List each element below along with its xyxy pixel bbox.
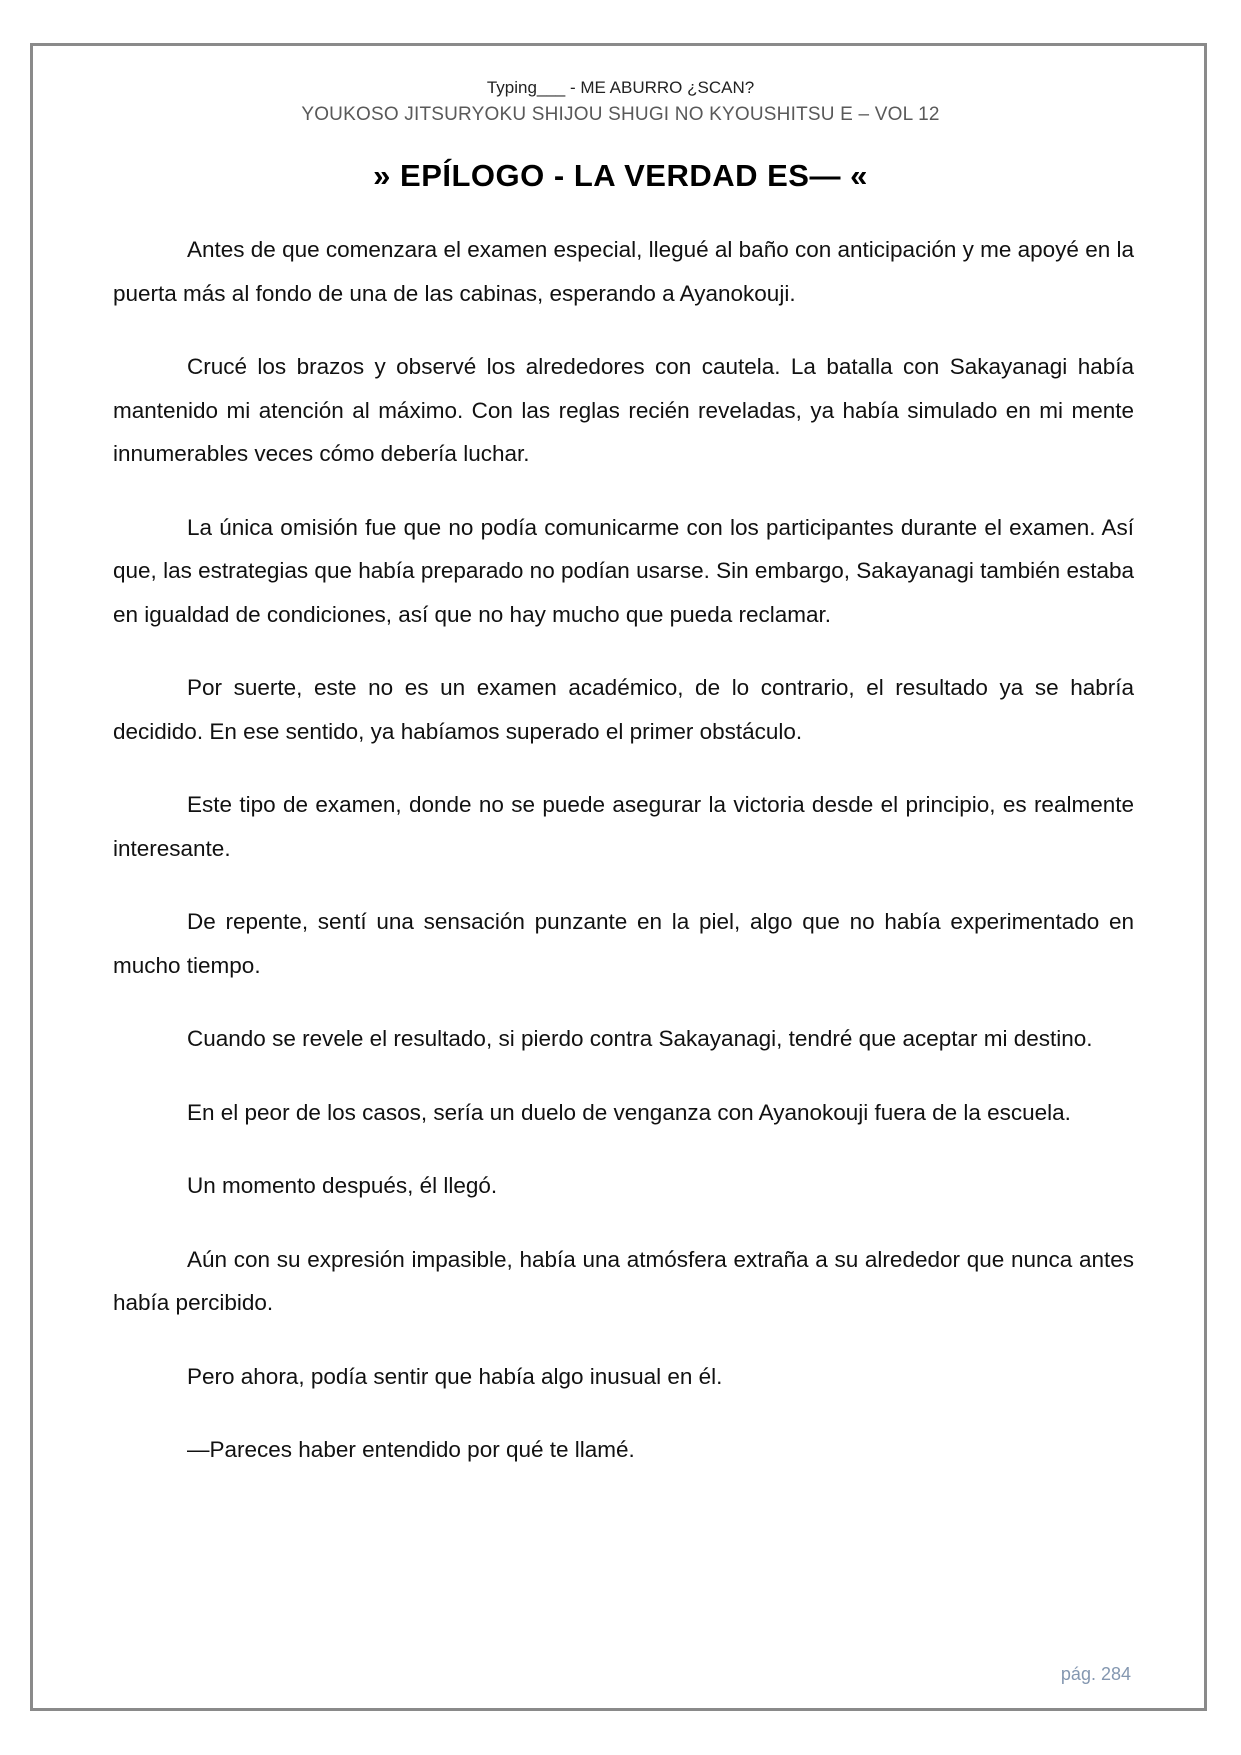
header-scan-credit: Typing___ - ME ABURRO ¿SCAN? [486,78,755,97]
body-text [113,228,1134,1502]
paragraph: Antes de que comenzara el examen especial, llegué al baño con anticipación y me apoyé en la puerta más al fondo de una de las cabinas, esperando a Ayanokouji. [113,237,1134,306]
paragraph: Un momento después, él llegó. [187,1173,498,1198]
paragraph: De repente, sentí una sensación punzante en la piel, algo que no había experimentado en mucho tiempo. [113,909,1134,978]
paragraph: Pero ahora, podía sentir que había algo inusual en él. [187,1363,723,1389]
paragraph: La única omisión fue que no podía comunicarme con los participantes durante el examen. Así que, las estrategias que había preparado no podían usarse. Sin embargo, Sakayanagi también estaba en igualdad de condiciones, así que no hay mucho que pueda reclamar. [113,514,1134,627]
header-book-title: YOUKOSO JITSURYOKU SHIJOU SHUGI NO KYOUSHITSU E – VOL 12 [301,104,940,125]
paragraph: En el peor de los casos, sería un duelo de venganza con Ayanokouji fuera de la escuela. [187,1099,1071,1125]
paragraph: Aún con su expresión impasible, había una atmósfera extraña a su alrededor que nunca antes había percibido. [113,1246,1134,1315]
paragraph: Crucé los brazos y observé los alrededores con cautela. La batalla con Sakayanagi había mantenido mi atención al máximo. Con las reglas recién reveladas, ya había simulado en mi mente innumerables veces cómo debería luchar. [113,354,1134,466]
paragraph: Cuando se revele el resultado, si pierdo contra Sakayanagi, tendré que aceptar mi destino. [187,1026,1093,1051]
paragraph: —Pareces haber entendido por qué te llamé. [187,1437,635,1462]
chapter-title: » EPÍLOGO - LA VERDAD ES— « [373,158,868,193]
page-number: pág. 284 [1060,1664,1131,1684]
paragraph: Este tipo de examen, donde no se puede asegurar la victoria desde el principio, es realmente interesante. [113,792,1134,861]
page-header [0,75,1241,129]
paragraph: Por suerte, este no es un examen académico, de lo contrario, el resultado ya se habría decidido. En ese sentido, ya habíamos superado el primer obstáculo. [113,675,1134,744]
